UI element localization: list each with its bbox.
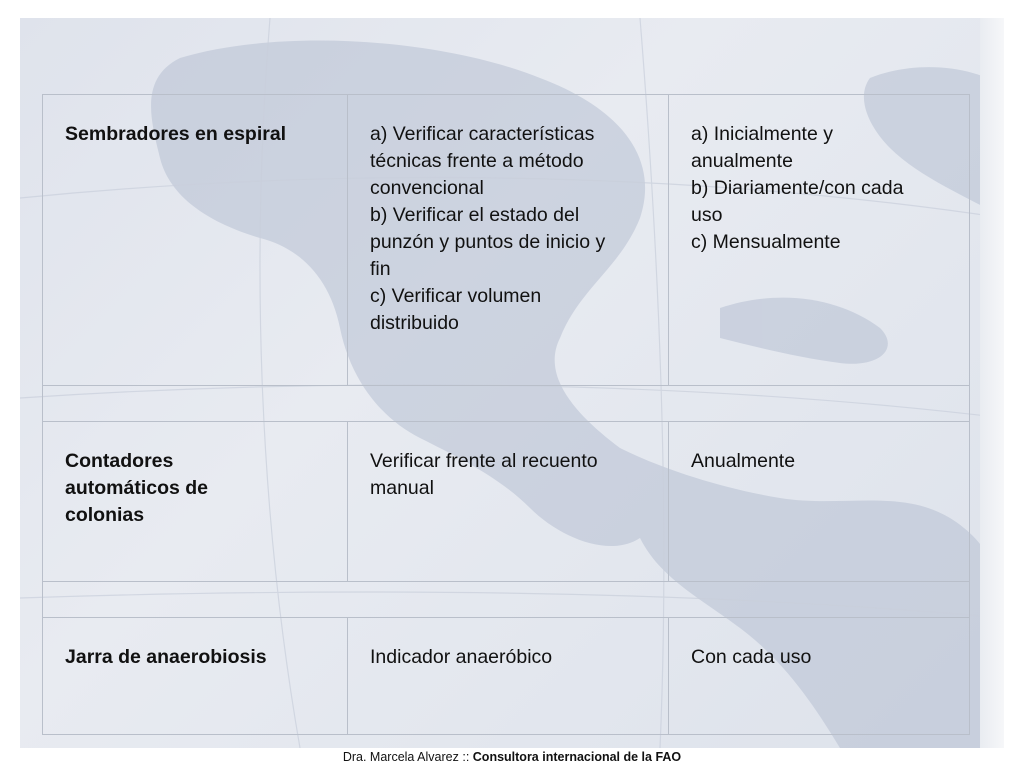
action-cell: [348, 95, 669, 386]
frequency-cell: [669, 618, 970, 735]
frequency-cell: [669, 422, 970, 582]
equipment-cell: [43, 95, 348, 386]
frequency-line: a) Inicialmente y: [691, 123, 833, 145]
spacer-cell: [43, 386, 970, 422]
action-cell: [348, 422, 669, 582]
slide-edge-frame: [980, 18, 1004, 748]
equipment-name: Jarra de anaerobiosis: [65, 646, 267, 668]
action-line: distribuido: [370, 312, 459, 334]
equipment-cell: [43, 422, 348, 582]
equipment-cell: [43, 618, 348, 735]
frequency-line: uso: [691, 204, 723, 226]
action-line: b) Verificar el estado del: [370, 204, 580, 226]
action-line: fin: [370, 258, 391, 280]
action-line: Verificar frente al recuento: [370, 450, 598, 472]
table-row: [43, 95, 970, 386]
footer-separator: ::: [462, 750, 470, 764]
action-line: a) Verificar características: [370, 123, 595, 145]
frequency-cell: [669, 95, 970, 386]
action-line: punzón y puntos de inicio y: [370, 231, 606, 253]
equipment-name: Sembradores en espiral: [65, 123, 287, 145]
equipment-name-line: colonias: [65, 504, 145, 526]
action-line: convencional: [370, 177, 484, 199]
frequency-line: c) Mensualmente: [691, 231, 841, 253]
footer-author: Dra. Marcela Alvarez: [342, 750, 459, 764]
spacer-row: [43, 386, 970, 422]
equipment-name-line: Contadores: [65, 450, 174, 472]
action-line: manual: [370, 477, 434, 499]
maintenance-table: [42, 94, 970, 735]
frequency-line: anualmente: [691, 150, 793, 172]
slide-footer: [0, 748, 1024, 768]
action-cell: [348, 618, 669, 735]
table-row: [43, 618, 970, 735]
action-line: c) Verificar volumen: [370, 285, 542, 307]
spacer-cell: [43, 582, 970, 618]
frequency-line: b) Diariamente/con cada: [691, 177, 904, 199]
equipment-name-line: automáticos de: [65, 477, 209, 499]
action-text: Indicador anaeróbico: [370, 646, 553, 668]
table-row: [43, 422, 970, 582]
spacer-row: [43, 582, 970, 618]
action-line: técnicas frente a método: [370, 150, 584, 172]
frequency-text: Anualmente: [691, 450, 796, 472]
frequency-text: Con cada uso: [691, 646, 812, 668]
footer-organization: Consultora internacional de la FAO: [472, 750, 682, 764]
